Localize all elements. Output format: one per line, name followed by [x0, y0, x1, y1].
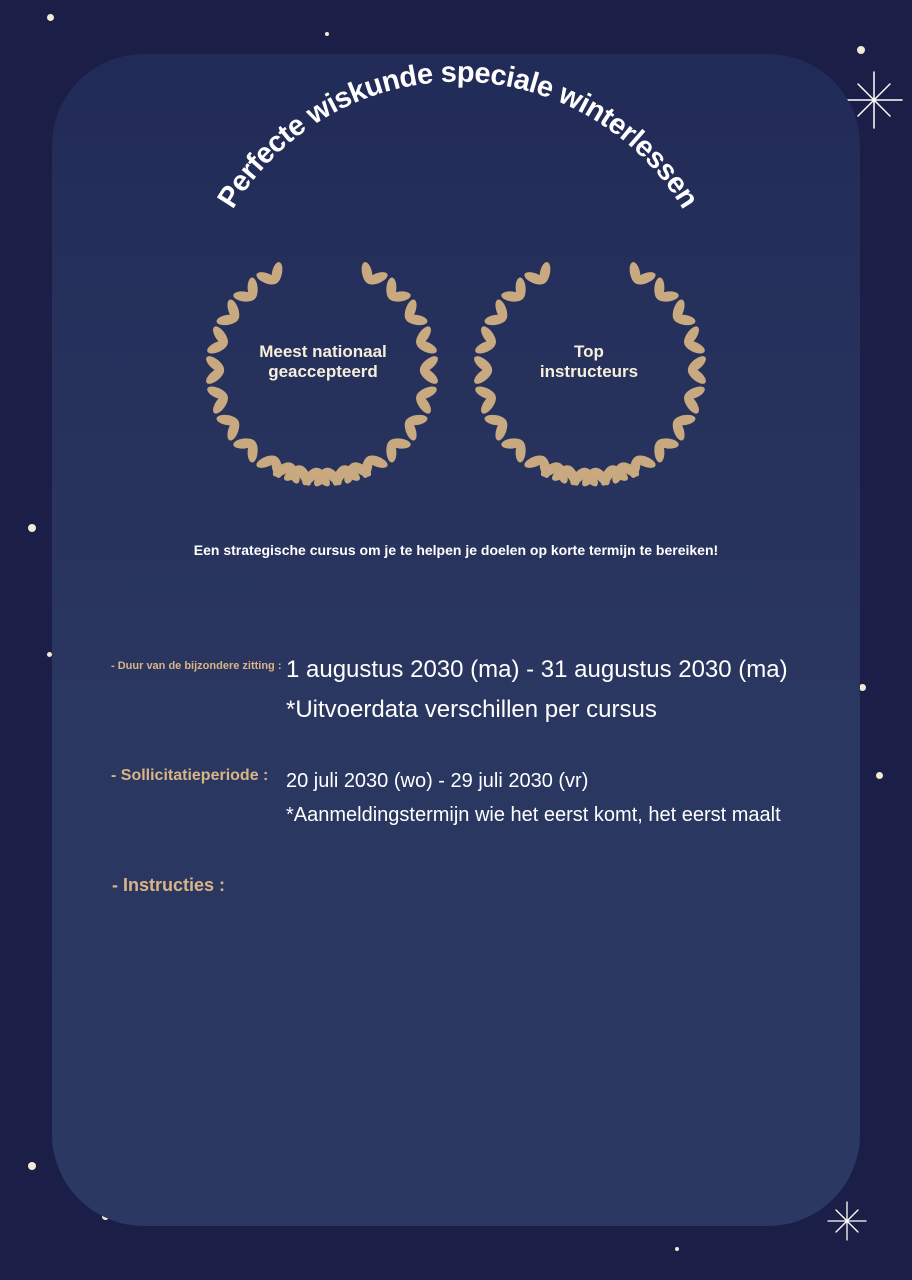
sollicitatie-note: *Aanmeldingstermijn wie het eerst komt, het eerst maalt [286, 804, 781, 826]
duur-dates: 1 augustus 2030 (ma) - 31 augustus 2030 (ma) [286, 656, 788, 683]
fine-print [272, 969, 676, 973]
star-dot [28, 524, 36, 532]
duur-label: - Duur van de bijzondere zitting : [111, 660, 282, 672]
sollicitatie-label: - Sollicitatieperiode : [111, 767, 269, 784]
badge-national [238, 342, 408, 382]
page-title: Perfecte wiskunde speciale winterlessen [211, 56, 705, 214]
badge-instructors [504, 342, 674, 382]
badge-line: Meest nationaal [259, 342, 387, 361]
tagline: Een strategische cursus om je te helpen je doelen op korte termijn te bereiken! [193, 542, 719, 558]
badge-line: instructeurs [539, 362, 639, 381]
star-dot [859, 684, 866, 691]
star-dot [876, 772, 883, 779]
duur-note: *Uitvoerdata verschillen per cursus [286, 696, 657, 723]
svg-text:Perfecte wiskunde speciale win [212, 57, 705, 214]
title-arc [0, 0, 912, 340]
star-dot [28, 1162, 36, 1170]
sollicitatie-dates: 20 juli 2030 (wo) - 29 juli 2030 (vr) [286, 770, 589, 792]
star-dot [675, 1247, 679, 1251]
badge-line: Top [574, 342, 604, 361]
instructies-label: - Instructies : [112, 875, 226, 895]
badge-line: geaccepteerd [268, 362, 378, 381]
sparkle-icon [827, 1201, 867, 1241]
